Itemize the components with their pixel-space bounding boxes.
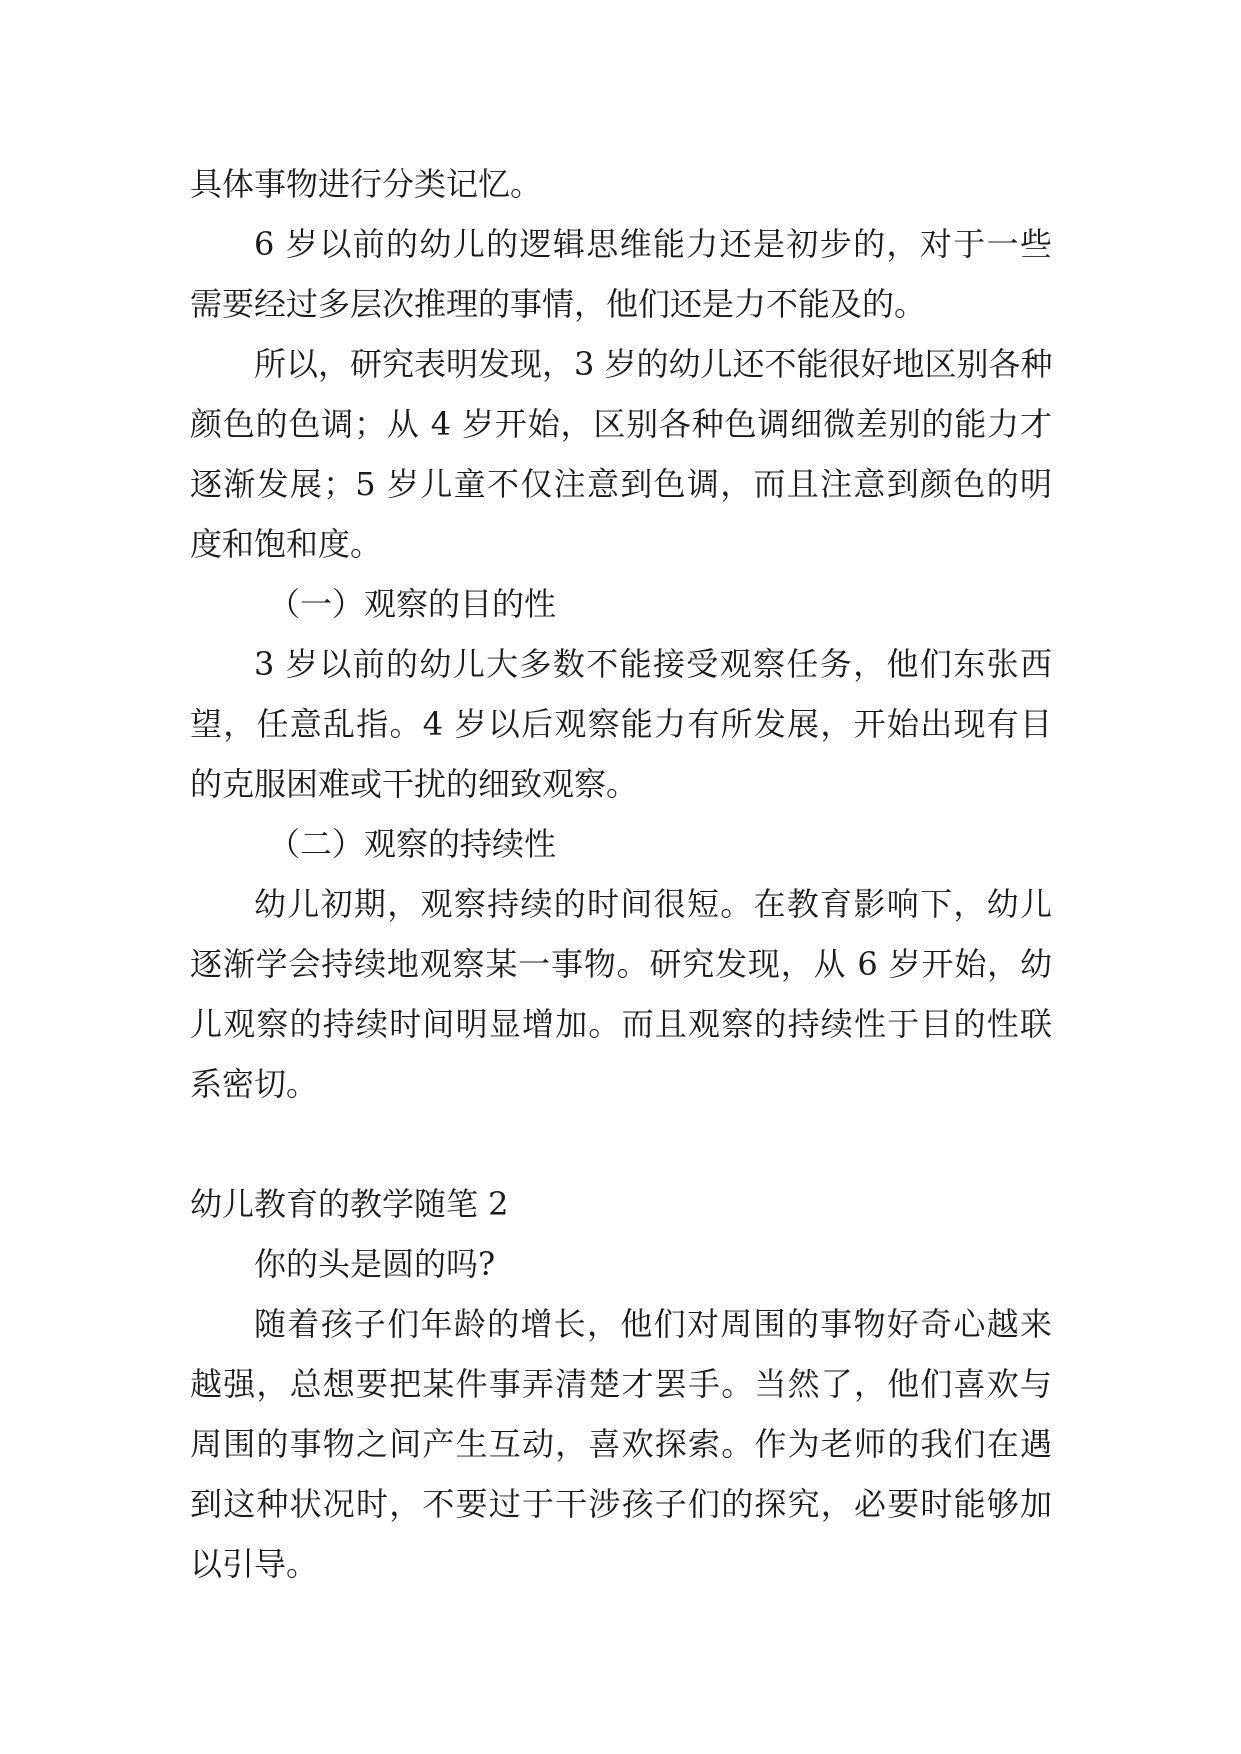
- paragraph-line: 6 岁以前的幼儿的逻辑思维能力还是初步的，对于一些: [254, 225, 1052, 263]
- paragraph-line: 系密切。: [190, 1065, 319, 1103]
- paragraph-line: 具体事物进行分类记忆。: [190, 165, 543, 203]
- paragraph-line: 所以，研究表明发现，3 岁的幼儿还不能很好地区别各种: [254, 345, 1053, 383]
- paragraph-line: 幼儿初期，观察持续的时间很短。在教育影响下，幼儿: [254, 885, 1052, 923]
- paragraph-line: 颜色的色调；从 4 岁开始，区别各种色调细微差别的能力才: [190, 405, 1052, 443]
- section-heading: （一）观察的目的性: [268, 585, 557, 623]
- paragraph-line: 3 岁以前的幼儿大多数不能接受观察任务，他们东张西: [254, 645, 1052, 683]
- paragraph-line: 的克服困难或干扰的细致观察。: [190, 765, 639, 803]
- paragraph-line: 望，任意乱指。4 岁以后观察能力有所发展，开始出现有目: [190, 705, 1052, 743]
- paragraph-line: 逐渐学会持续地观察某一事物。研究发现，从 6 岁开始，幼: [190, 945, 1052, 983]
- paragraph-line: 以引导。: [190, 1545, 319, 1583]
- paragraph-line: 度和饱和度。: [190, 525, 383, 563]
- paragraph-line: 逐渐发展；5 岁儿童不仅注意到色调，而且注意到颜色的明: [190, 465, 1052, 503]
- paragraph-line: 需要经过多层次推理的事情，他们还是力不能及的。: [190, 285, 927, 323]
- paragraph-line: 到这种状况时，不要过于干涉孩子们的探究，必要时能够加: [190, 1485, 1052, 1523]
- article-title: 幼儿教育的教学随笔 2: [190, 1185, 509, 1223]
- paragraph-line: 儿观察的持续时间明显增加。而且观察的持续性于目的性联: [190, 1005, 1052, 1043]
- paragraph-line: 随着孩子们年龄的增长，他们对周围的事物好奇心越来: [254, 1305, 1052, 1343]
- section-heading: （二）观察的持续性: [268, 825, 557, 863]
- paragraph-line: 你的头是圆的吗?: [254, 1245, 496, 1283]
- paragraph-line: 周围的事物之间产生互动，喜欢探索。作为老师的我们在遇: [190, 1425, 1052, 1463]
- paragraph-line: 越强，总想要把某件事弄清楚才罢手。当然了，他们喜欢与: [190, 1365, 1052, 1403]
